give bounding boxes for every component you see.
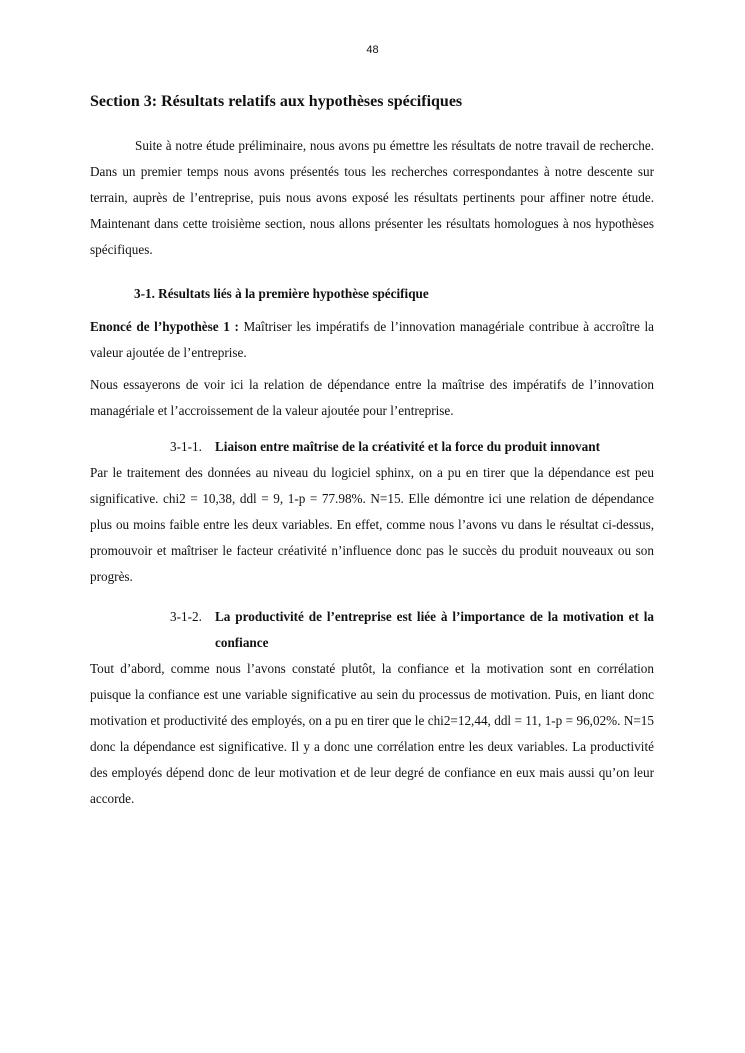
subsection-title: 3-1. Résultats liés à la première hypothèse spécifique (134, 286, 429, 301)
subsub-paragraph-1: Par le traitement des données au niveau du logiciel sphinx, on a pu en tirer que la dépendance est peu significative. chi2 = 10,38, ddl = 9, 1-p = 77.98%. N=15. Elle démontre ici une relation de dépendance plus ou moins faible entre les deux variables. En effet, comme nous l’avons vu dans le résultat ci-dessus, promouvoir et maîtriser le facteur créativité n’influence donc pas le succès du produit nouveaux ou son progrès. (90, 465, 654, 584)
hypothesis-label: Enoncé de l’hypothèse 1 : (90, 319, 239, 334)
subsub-heading-2 (90, 604, 654, 656)
subsub-number-2: 3-1-2. (170, 609, 202, 624)
hypothesis-text: Maîtriser les impératifs de l’innovation managériale contribue à accroître la valeur ajoutée de l’entreprise. (90, 319, 654, 360)
subsub-paragraph-2: Tout d’abord, comme nous l’avons constaté plutôt, la confiance et la motivation sont en corrélation puisque la confiance est une variable significative au sein du processus de motivation. Puis, en liant donc motivation et productivité des employés, on a pu en tirer que le chi2=12,44, ddl = 11, 1-p = 96,02%. N=15 donc la dépendance est significative. Il y a donc une corrélation entre les deux variables. La productivité des employés dépend donc de leur motivation et de leur degré de confiance en eux mais aussi qu’on leur accorde. (90, 661, 654, 806)
page-number: 48 (366, 44, 379, 56)
subsub-title-1: Liaison entre maîtrise de la créativité et la force du produit innovant (215, 439, 600, 454)
relation-paragraph: Nous essayerons de voir ici la relation de dépendance entre la maîtrise des impératifs de l’innovation managériale et l’accroissement de la valeur ajoutée pour l’entreprise. (90, 377, 654, 418)
section-intro-paragraph: Suite à notre étude préliminaire, nous avons pu émettre les résultats de notre travail de recherche. Dans un premier temps nous avons présentés tous les recherches correspondantes à notre descente sur terrain, auprès de l’entreprise, puis nous avons exposé les résultats pertinents pour affiner notre étude. Maintenant dans cette troisième section, nous allons présenter les résultats homologues à nos hypothèses spécifiques. (90, 138, 654, 257)
hypothesis-paragraph (90, 314, 654, 366)
section-title: Section 3: Résultats relatifs aux hypothèses spécifiques (90, 93, 463, 110)
subsub-heading-1 (90, 434, 654, 460)
subsub-title-2: La productivité de l’entreprise est liée à l’importance de la motivation et la confiance (215, 609, 654, 650)
subsub-number-1: 3-1-1. (170, 439, 202, 454)
